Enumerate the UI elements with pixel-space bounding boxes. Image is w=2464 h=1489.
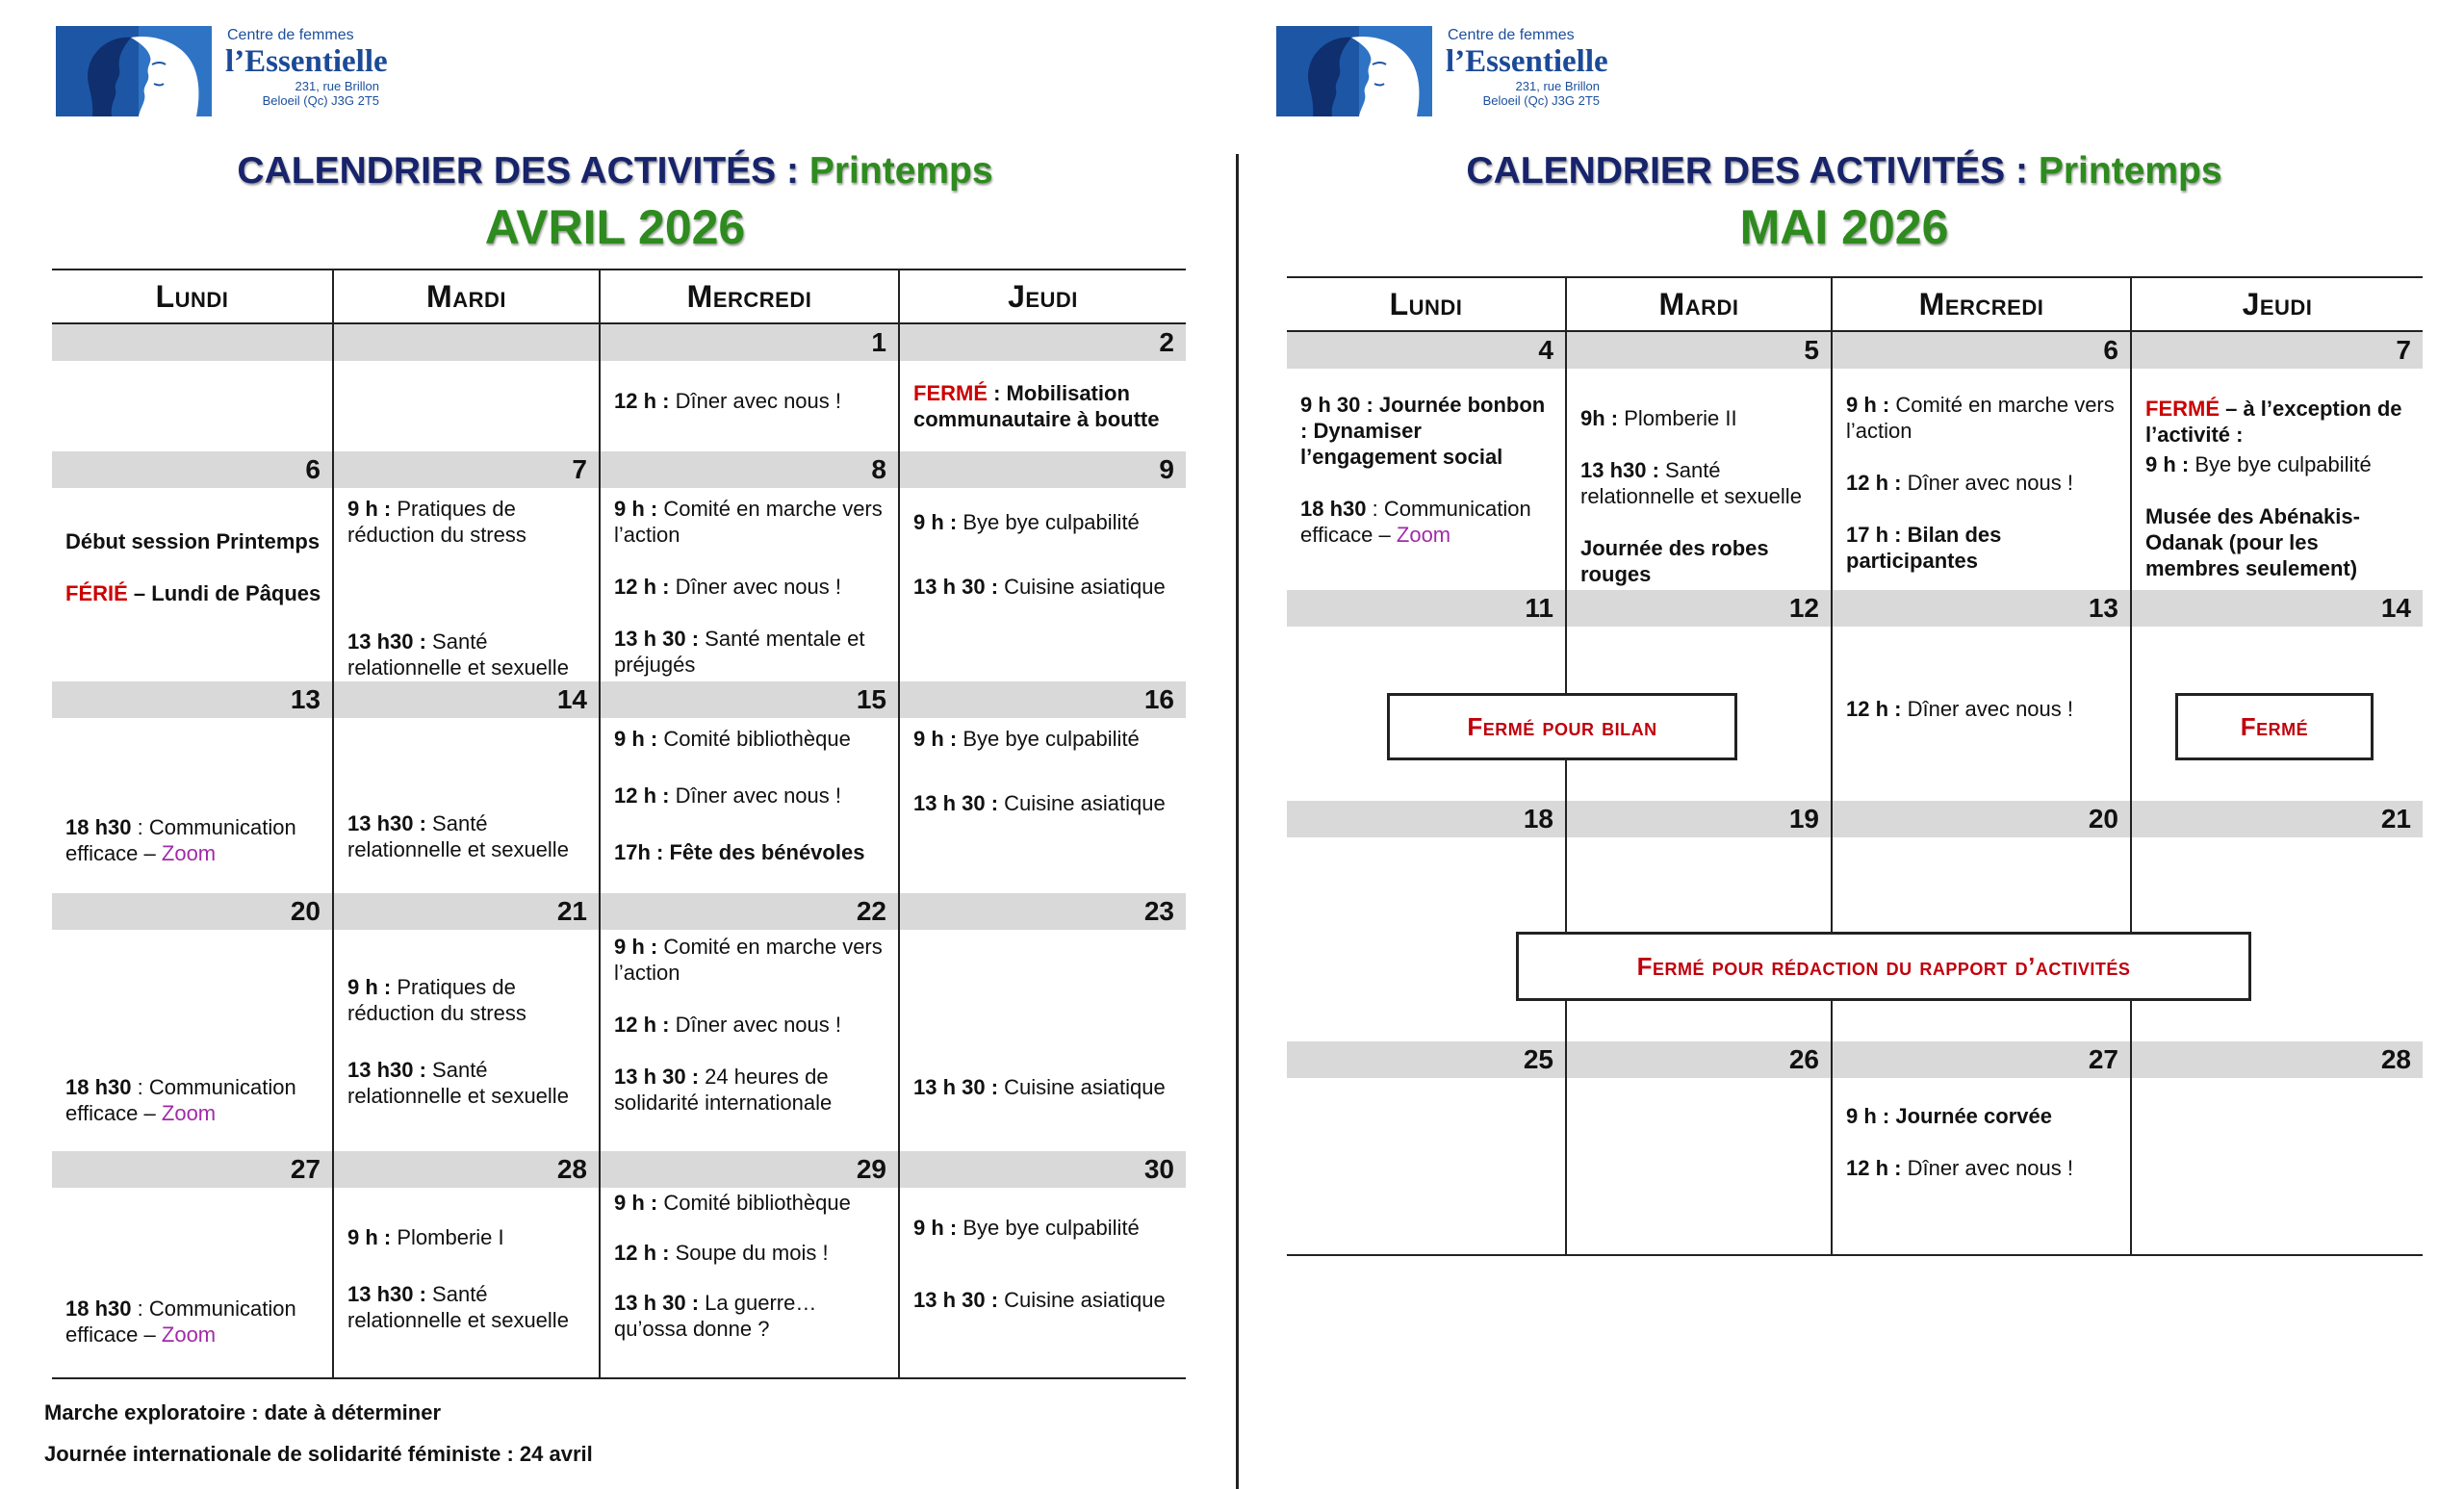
date-row: [1287, 801, 2423, 837]
activity: [347, 1057, 589, 1109]
date-cell: [333, 323, 600, 361]
activity-text: : Communication efficace –: [65, 1296, 296, 1347]
org-address: 231, rue Brillon: [1515, 79, 1600, 93]
date-cell: 20: [1832, 801, 2131, 837]
date-row: [1287, 590, 2423, 627]
activity: [614, 626, 888, 678]
date-row: [52, 893, 1186, 930]
day-cell: [600, 488, 899, 681]
day-cell: [52, 718, 333, 893]
activity-text: Plomberie II: [1618, 406, 1737, 430]
activity: [1846, 470, 2120, 496]
activity-time: 9 h :: [347, 975, 392, 999]
activity-text: Cuisine asiatique: [998, 1288, 1166, 1312]
day-cell: [52, 1188, 333, 1378]
activity-time: : Mobilisation communautaire à boutte: [913, 381, 1160, 431]
org-logo: [56, 26, 393, 118]
activity: [614, 1012, 888, 1038]
april-page: [0, 0, 1230, 1489]
day-cell: [52, 930, 333, 1151]
activity-text: Santé relationnelle et sexuelle: [1580, 458, 1802, 508]
activity: [614, 496, 888, 548]
activity-row: [52, 488, 1186, 681]
activity: [1846, 1155, 2120, 1181]
date-cell: 26: [1566, 1041, 1832, 1078]
activity-text: Santé relationnelle et sexuelle: [347, 811, 569, 861]
activity-time: 9 h :: [913, 1216, 958, 1240]
activity: [65, 1296, 322, 1348]
activity-time: 9 h 30 : Journée bonbon : Dynamiser l’engagement social: [1300, 393, 1546, 469]
activity-time: FERMÉ: [913, 381, 988, 405]
activity: [1846, 392, 2120, 444]
activity-time: 9 h :: [913, 510, 958, 534]
april-calendar-table: [52, 269, 1186, 1379]
activity-time: 9h :: [1580, 406, 1619, 430]
note-marche: Marche exploratoire : date à déterminer: [44, 1400, 442, 1425]
activity-time: 17 h : Bilan des participantes: [1846, 523, 2002, 573]
day-cell: [600, 718, 899, 893]
day-cell: [2131, 369, 2423, 590]
date-row: [1287, 331, 2423, 369]
activity-time: 9 h : Journée corvée: [1846, 1104, 2052, 1128]
activity-time: 9 h :: [347, 1225, 392, 1249]
heading-prefix: CALENDRIER DES ACTIVITÉS :: [1466, 150, 2029, 192]
date-cell: 12: [1566, 590, 1832, 627]
activity-time: 12 h :: [614, 1013, 670, 1037]
date-cell: 8: [600, 451, 899, 488]
activity-time: 9 h :: [1846, 393, 1890, 417]
activity-text: Comité bibliothèque: [657, 1191, 851, 1215]
day-cell: [1832, 627, 2131, 801]
activity: [1846, 696, 2120, 722]
zoom-label: Zoom: [161, 841, 217, 865]
header-tuesday: Mardi: [1566, 277, 1832, 331]
activity: [65, 1074, 322, 1126]
day-cell: [899, 488, 1186, 681]
activity-text: Bye bye culpabilité: [957, 1216, 1140, 1240]
logo-text: [1446, 26, 1608, 108]
activity-time: 9 h :: [614, 1191, 658, 1215]
date-cell: 22: [600, 893, 899, 930]
activity: [347, 974, 589, 1026]
activity-time: 12 h :: [614, 783, 670, 808]
activity-text: Comité en marche vers l’action: [614, 497, 883, 547]
activity: [614, 839, 888, 865]
activity-text: Cuisine asiatique: [998, 791, 1166, 815]
activity-row: [1287, 369, 2423, 590]
org-line1: Centre de femmes: [227, 27, 354, 43]
date-cell: 6: [52, 451, 333, 488]
activity-text: Santé relationnelle et sexuelle: [347, 629, 569, 680]
day-cell: [899, 718, 1186, 893]
date-cell: 14: [333, 681, 600, 718]
activity-text: Pratiques de réduction du stress: [347, 497, 526, 547]
org-logo: [1276, 26, 1613, 118]
may-calendar-table: [1287, 276, 2423, 1256]
day-cell: [333, 718, 600, 893]
day-cell: [600, 361, 899, 451]
activity: [614, 574, 888, 600]
logo-face-icon: [56, 26, 212, 116]
date-cell: 15: [600, 681, 899, 718]
activity: [913, 574, 1176, 600]
activity-text: Santé relationnelle et sexuelle: [347, 1058, 569, 1108]
activity: [65, 814, 322, 866]
activity: [614, 1240, 888, 1266]
header-monday: Lundi: [52, 270, 333, 323]
activity-time: 9 h :: [614, 727, 658, 751]
zoom-label: Zoom: [1396, 523, 1451, 547]
activity-time: 13 h 30 :: [913, 1075, 999, 1099]
activity-row: [52, 361, 1186, 451]
day-cell: [52, 361, 333, 451]
activity: [913, 1215, 1176, 1241]
logo-face-icon: [1276, 26, 1432, 116]
activity-time: FERMÉ: [2145, 397, 2220, 421]
activity: [913, 1287, 1176, 1313]
date-cell: 25: [1287, 1041, 1566, 1078]
activity-time: 12 h :: [1846, 697, 1902, 721]
activity-time: 12 h :: [614, 575, 670, 599]
header-wednesday: Mercredi: [600, 270, 899, 323]
date-cell: 27: [1832, 1041, 2131, 1078]
logo-text: [225, 26, 388, 108]
activity-time: 9 h :: [913, 727, 958, 751]
date-cell: 28: [2131, 1041, 2423, 1078]
heading-prefix: CALENDRIER DES ACTIVITÉS :: [237, 150, 800, 192]
zoom-label: Zoom: [161, 1101, 217, 1125]
closed-for-report-box: Fermé pour rédaction du rapport d’activités: [1516, 932, 2251, 1001]
day-cell: [1832, 1078, 2131, 1255]
date-cell: 21: [333, 893, 600, 930]
date-cell: 11: [1287, 590, 1566, 627]
activity: [913, 509, 1176, 535]
date-cell: 6: [1832, 331, 2131, 369]
activity: [1846, 1103, 2120, 1129]
month-title: AVRIL 2026: [484, 200, 746, 254]
activity-time: Musée des Abénakis-Odanak (pour les membres seulement): [2145, 504, 2360, 580]
activity-time: 13 h 30 :: [913, 575, 999, 599]
calendar-heading: [1234, 150, 2454, 193]
org-name: l’Essentielle: [1446, 44, 1608, 79]
day-cell: [1832, 369, 2131, 590]
activity-text: 24 heures de solidarité internationale: [614, 1065, 833, 1115]
activity-text: Soupe du mois !: [669, 1241, 829, 1265]
org-address: 231, rue Brillon: [295, 79, 379, 93]
date-cell: [52, 323, 333, 361]
date-cell: 1: [600, 323, 899, 361]
activity-time: 13 h 30 :: [614, 627, 700, 651]
activity-text: Bye bye culpabilité: [2189, 452, 2372, 476]
activity: [614, 934, 888, 986]
activity-text: Dîner avec nous !: [669, 389, 842, 413]
activity-time: 9 h :: [347, 497, 392, 521]
activity-time: 9 h :: [614, 935, 658, 959]
date-cell: 23: [899, 893, 1186, 930]
activity-text: Santé relationnelle et sexuelle: [347, 1282, 569, 1332]
day-cell: [333, 1188, 600, 1378]
activity-row: [52, 1188, 1186, 1378]
activity-time: 17h : Fête des bénévoles: [614, 840, 865, 864]
activity: [1580, 535, 1821, 587]
footer-notes: [44, 1392, 593, 1475]
weekday-header-row: [1287, 277, 2423, 331]
activity: [65, 528, 322, 554]
date-cell: 30: [899, 1151, 1186, 1188]
date-row: [1287, 1041, 2423, 1078]
activity-time: 13 h30 :: [1580, 458, 1659, 482]
activity-text: Comité en marche vers l’action: [1846, 393, 2115, 443]
activity-time: 18 h30: [65, 815, 132, 839]
activity-row: [1287, 1078, 2423, 1255]
date-cell: 28: [333, 1151, 600, 1188]
activity: [1300, 392, 1555, 470]
date-cell: 18: [1287, 801, 1566, 837]
activity: [65, 580, 322, 606]
activity-text: Dîner avec nous !: [1901, 1156, 2074, 1180]
date-cell: 7: [2131, 331, 2423, 369]
header-tuesday: Mardi: [333, 270, 600, 323]
org-line1: Centre de femmes: [1448, 27, 1575, 43]
activity-row: [52, 718, 1186, 893]
date-row: [52, 681, 1186, 718]
activity-text: Dîner avec nous !: [669, 575, 842, 599]
activity-text: Cuisine asiatique: [998, 575, 1166, 599]
activity-text: Dîner avec nous !: [1901, 471, 2074, 495]
date-cell: 4: [1287, 331, 1566, 369]
org-name: l’Essentielle: [225, 44, 388, 79]
activity: [614, 783, 888, 809]
activity: [1846, 522, 2120, 574]
activity-text: Plomberie I: [391, 1225, 504, 1249]
activity-text: Comité bibliothèque: [657, 727, 851, 751]
date-cell: 27: [52, 1151, 333, 1188]
activity-text: Dîner avec nous !: [1901, 697, 2074, 721]
activity-time: – Lundi de Pâques: [127, 581, 321, 605]
activity-text: Dîner avec nous !: [669, 783, 842, 808]
activity: [614, 1064, 888, 1116]
calendar-heading: [0, 150, 1230, 193]
date-cell: 13: [1832, 590, 2131, 627]
date-cell: 20: [52, 893, 333, 930]
activity-text: Cuisine asiatique: [998, 1075, 1166, 1099]
zoom-label: Zoom: [161, 1322, 217, 1347]
date-cell: 13: [52, 681, 333, 718]
header-wednesday: Mercredi: [1832, 277, 2131, 331]
may-page: [1244, 0, 2464, 1489]
date-cell: 16: [899, 681, 1186, 718]
activity: [347, 496, 589, 548]
activity: [347, 1281, 589, 1333]
activity-time: Début session Printemps: [65, 529, 321, 553]
activity: [347, 810, 589, 862]
heading-season: Printemps: [808, 150, 993, 192]
day-cell: [899, 1188, 1186, 1378]
activity: [2145, 396, 2413, 448]
day-cell: [2131, 1078, 2423, 1255]
activity-text: Comité en marche vers l’action: [614, 935, 883, 985]
activity-time: 18 h30: [1300, 497, 1367, 521]
header-thursday: Jeudi: [2131, 277, 2423, 331]
activity-time: 13 h 30 :: [913, 1288, 999, 1312]
activity-time: 18 h30: [65, 1075, 132, 1099]
activity-row: [52, 930, 1186, 1151]
day-cell: [1566, 369, 1832, 590]
activity: [614, 1190, 888, 1216]
activity-time: 12 h :: [1846, 1156, 1902, 1180]
activity-text: Bye bye culpabilité: [957, 510, 1140, 534]
activity-text: Santé mentale et préjugés: [614, 627, 865, 677]
date-cell: 2: [899, 323, 1186, 361]
date-cell: 14: [2131, 590, 2423, 627]
date-cell: 5: [1566, 331, 1832, 369]
activity: [614, 1290, 888, 1342]
activity-text: : Communication efficace –: [1300, 497, 1531, 547]
activity: [2145, 451, 2413, 477]
date-cell: 21: [2131, 801, 2423, 837]
date-row: [52, 451, 1186, 488]
page-divider: [1236, 154, 1239, 1489]
activity-time: 13 h 30 :: [913, 791, 999, 815]
activity-time: 9 h :: [2145, 452, 2190, 476]
activity-time: FÉRIÉ: [65, 581, 128, 605]
activity-time: 12 h :: [614, 389, 670, 413]
activity: [913, 1074, 1176, 1100]
day-cell: [1287, 369, 1566, 590]
activity-time: Journée des robes rouges: [1580, 536, 1769, 586]
month-title: MAI 2026: [1739, 200, 1949, 254]
header-monday: Lundi: [1287, 277, 1566, 331]
activity-time: 13 h 30 :: [614, 1291, 700, 1315]
day-cell: [600, 1188, 899, 1378]
activity-time: 13 h 30 :: [614, 1065, 700, 1089]
activity-text: Bye bye culpabilité: [957, 727, 1140, 751]
day-cell: [600, 930, 899, 1151]
activity: [614, 388, 888, 414]
activity-time: 13 h30 :: [347, 1058, 426, 1082]
date-cell: 29: [600, 1151, 899, 1188]
activity-time: 9 h :: [614, 497, 658, 521]
activity: [614, 726, 888, 752]
activity-time: 12 h :: [1846, 471, 1902, 495]
activity: [913, 726, 1176, 752]
closed-box: Fermé: [2175, 693, 2374, 760]
activity-text: La guerre… qu’ossa donne ?: [614, 1291, 817, 1341]
activity-time: 13 h30 :: [347, 811, 426, 835]
org-city: Beloeil (Qc) J3G 2T5: [1482, 93, 1600, 108]
activity: [2145, 503, 2413, 581]
activity: [1580, 405, 1821, 431]
day-cell: [52, 488, 333, 681]
day-cell: [333, 488, 600, 681]
heading-season: Printemps: [2038, 150, 2222, 192]
note-journee: Journée internationale de solidarité féministe : 24 avril: [44, 1442, 593, 1466]
activity-time: 13 h30 :: [347, 629, 426, 654]
date-cell: 9: [899, 451, 1186, 488]
activity: [347, 1224, 589, 1250]
activity-time: – à l’exception de l’activité :: [2145, 397, 2402, 447]
activity: [347, 629, 589, 680]
day-cell: [333, 361, 600, 451]
activity-time: 18 h30: [65, 1296, 132, 1321]
activity: [913, 790, 1176, 816]
date-cell: 19: [1566, 801, 1832, 837]
date-row: [52, 1151, 1186, 1188]
date-row: [52, 323, 1186, 361]
activity-time: 12 h :: [614, 1241, 670, 1265]
activity-text: Dîner avec nous !: [669, 1013, 842, 1037]
date-cell: 7: [333, 451, 600, 488]
activity: [1300, 496, 1555, 548]
activity-text: : Communication efficace –: [65, 815, 296, 865]
closed-for-review-box: Fermé pour bilan: [1387, 693, 1737, 760]
day-cell: [333, 930, 600, 1151]
header-thursday: Jeudi: [899, 270, 1186, 323]
day-cell: [899, 930, 1186, 1151]
day-cell: [899, 361, 1186, 451]
activity-text: : Communication efficace –: [65, 1075, 296, 1125]
activity: [1580, 457, 1821, 509]
org-city: Beloeil (Qc) J3G 2T5: [262, 93, 379, 108]
day-cell: [1566, 1078, 1832, 1255]
weekday-header-row: [52, 270, 1186, 323]
activity-text: Pratiques de réduction du stress: [347, 975, 526, 1025]
activity: [913, 380, 1176, 432]
day-cell: [1287, 1078, 1566, 1255]
activity-time: 13 h30 :: [347, 1282, 426, 1306]
